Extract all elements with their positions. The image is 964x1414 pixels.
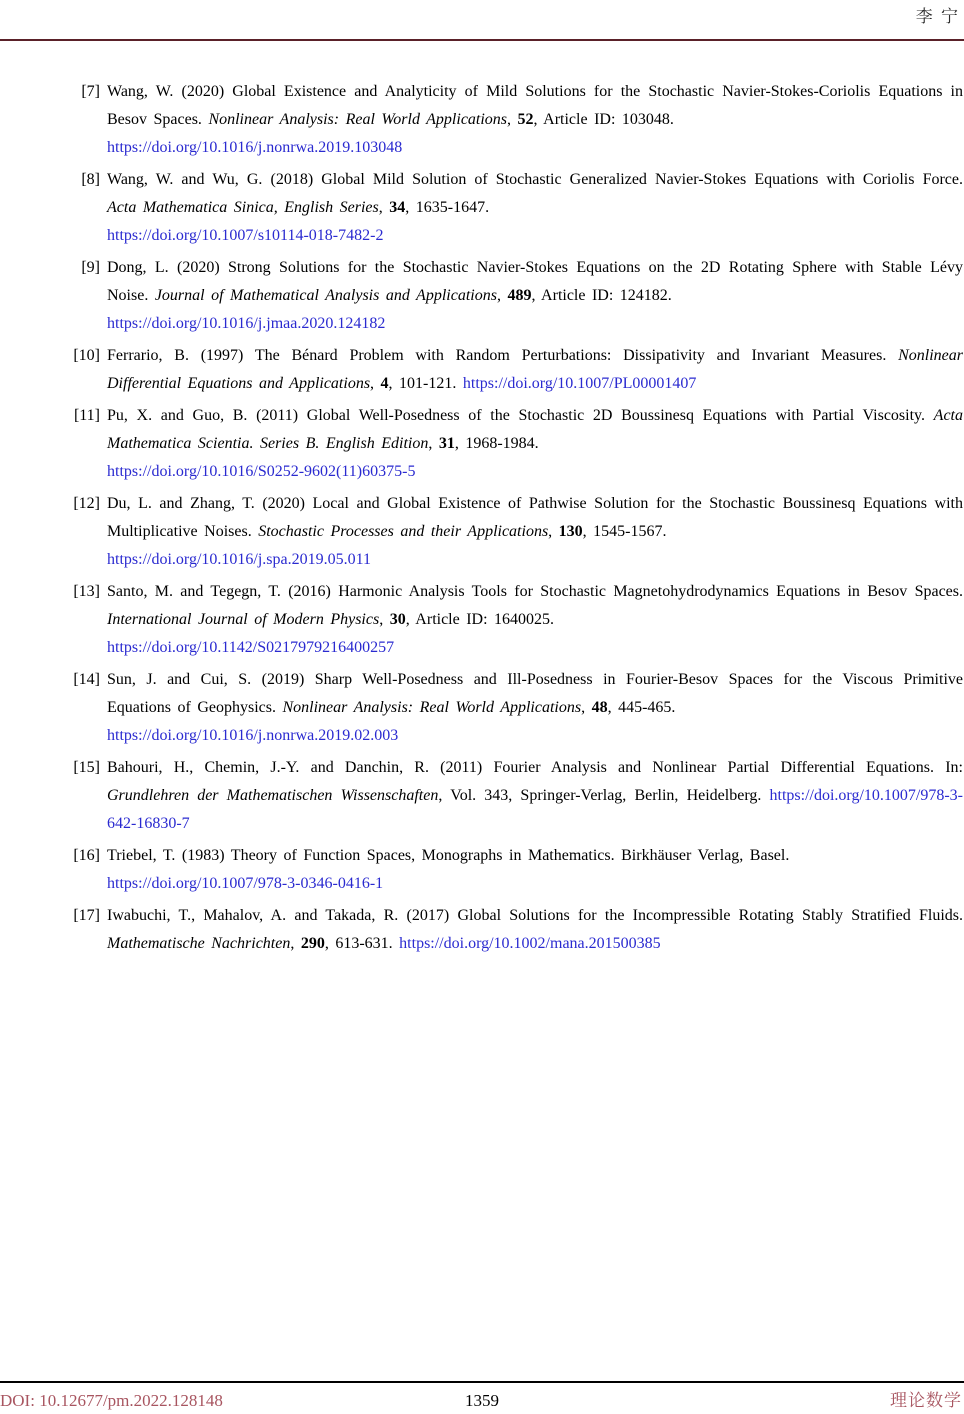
reference-item [0, 490, 963, 574]
reference-item [0, 754, 963, 838]
reference-text [107, 342, 963, 398]
references-list [0, 78, 963, 962]
reference-number: [12] [73, 495, 100, 512]
reference-number: [10] [73, 347, 100, 364]
doi-link[interactable]: https://doi.org/10.1002/mana.201500385 [399, 935, 661, 952]
reference-segment: , 445-465. [607, 699, 676, 716]
doi-link[interactable]: https://doi.org/10.1142/S0217979216400257 [107, 639, 395, 656]
reference-item [0, 902, 963, 958]
volume-number: 34 [389, 199, 406, 216]
reference-segment: Sun, J. and Cui, S. (2019) Sharp Well-Posedness and Ill-Posedness in Fourier-Besov Spaces for the Viscous Primitive Equations of Geophysics. [107, 671, 963, 716]
page-footer [0, 1388, 964, 1414]
reference-item [0, 666, 963, 750]
doi-link[interactable]: https://doi.org/10.1007/s10114-018-7482-2 [107, 227, 384, 244]
reference-segment: Ferrario, B. (1997) The Bénard Problem with Random Perturbations: Dissipativity and Invariant Measures. [107, 347, 899, 364]
volume-number: 489 [507, 287, 532, 304]
reference-item [0, 578, 963, 662]
page-number: 1359 [465, 1391, 499, 1410]
reference-segment: Du, L. and Zhang, T. (2020) Local and Global Existence of Pathwise Solution for the Stochastic Boussinesq Equations with Multiplicative Noises. [107, 495, 963, 540]
doi-link[interactable]: https://doi.org/10.1016/S0252-9602(11)60375-5 [107, 463, 416, 480]
reference-segment: Wang, W. (2020) Global Existence and Analyticity of Mild Solutions for the Stochastic Navier-Stokes-Coriolis Equations in Besov Spaces. [107, 83, 963, 128]
doi-link[interactable]: https://doi.org/10.1016/j.spa.2019.05.011 [107, 551, 372, 568]
footer-doi-link[interactable]: DOI: 10.12677/pm.2022.128148 [0, 1391, 223, 1410]
reference-segment: , Vol. 343, Springer-Verlag, Berlin, Heidelberg. [438, 787, 770, 804]
doi-link[interactable]: https://doi.org/10.1007/PL00001407 [462, 375, 697, 392]
reference-item [0, 402, 963, 486]
reference-segment: , [379, 611, 390, 628]
reference-item [0, 342, 963, 398]
volume-number: 290 [300, 935, 325, 952]
running-head-author: 李 宁 [915, 7, 960, 26]
reference-segment: , [496, 287, 508, 304]
reference-segment: , [290, 935, 301, 952]
doi-link[interactable]: https://doi.org/10.1007/978-3-0346-0416-1 [107, 875, 384, 892]
volume-number: 130 [558, 523, 583, 540]
reference-item [0, 166, 963, 250]
reference-segment: , 613-631. [324, 935, 400, 952]
reference-segment: Triebel, T. (1983) Theory of Function Spaces, Monographs in Mathematics. Birkhäuser Verlag, Basel. [107, 847, 790, 864]
journal-name: Nonlinear Analysis: Real World Applications [282, 699, 582, 716]
reference-segment: , [548, 523, 559, 540]
journal-name: Grundlehren der Mathematischen Wissenschaften [107, 787, 439, 804]
journal-name: Journal of Mathematical Analysis and Applications [154, 287, 497, 304]
reference-segment: , [581, 699, 592, 716]
reference-text [107, 254, 963, 338]
volume-number: 31 [438, 435, 455, 452]
reference-segment: , Article ID: 103048. [533, 111, 674, 128]
reference-item [0, 78, 963, 162]
reference-segment: Santo, M. and Tegegn, T. (2016) Harmonic Analysis Tools for Stochastic Magnetohydrodynamics Equations in Besov Spaces. [107, 583, 963, 600]
journal-name: International Journal of Modern Physics [107, 611, 380, 628]
reference-segment: , 1545-1567. [582, 523, 667, 540]
reference-item [0, 842, 963, 898]
doi-link[interactable]: https://doi.org/10.1016/j.jmaa.2020.124182 [107, 315, 386, 332]
reference-number: [13] [73, 583, 100, 600]
journal-name: Mathematische Nachrichten [107, 935, 291, 952]
header-rule [0, 39, 964, 41]
reference-text [107, 902, 963, 958]
journal-name: Nonlinear Analysis: Real World Applications [208, 111, 508, 128]
reference-text [107, 754, 963, 838]
reference-number: [14] [73, 671, 100, 688]
volume-number: 48 [591, 699, 608, 716]
reference-segment: , 1635-1647. [405, 199, 490, 216]
reference-number: [8] [81, 171, 100, 188]
reference-segment: , Article ID: 124182. [531, 287, 672, 304]
reference-segment: , [507, 111, 518, 128]
journal-name: Acta Mathematica Scientia. Series B. English Edition [107, 407, 963, 452]
reference-item [0, 254, 963, 338]
reference-text [107, 166, 963, 250]
reference-number: [7] [81, 83, 100, 100]
reference-number: [11] [73, 407, 100, 424]
doi-link[interactable]: https://doi.org/10.1007/978-3-642-16830-7 [107, 787, 963, 832]
reference-text [107, 402, 963, 486]
reference-segment: , 1968-1984. [454, 435, 539, 452]
reference-segment: , Article ID: 1640025. [405, 611, 555, 628]
doi-link[interactable]: https://doi.org/10.1016/j.nonrwa.2019.103048 [107, 139, 403, 156]
reference-text [107, 842, 963, 898]
reference-text [107, 490, 963, 574]
reference-number: [15] [73, 759, 100, 776]
reference-segment: Pu, X. and Guo, B. (2011) Global Well-Posedness of the Stochastic 2D Boussinesq Equations with Partial Viscosity. [107, 407, 934, 424]
reference-segment: , 101-121. [388, 375, 463, 392]
reference-segment: Dong, L. (2020) Strong Solutions for the Stochastic Navier-Stokes Equations on the 2D Rotating Sphere with Stable Lévy Noise. [107, 259, 963, 304]
reference-text [107, 78, 963, 162]
reference-segment: Iwabuchi, T., Mahalov, A. and Takada, R. (2017) Global Solutions for the Incompressible Rotating Stably Stratified Fluids. [107, 907, 963, 924]
reference-segment: Bahouri, H., Chemin, J.-Y. and Danchin, R. (2011) Fourier Analysis and Nonlinear Partial Differential Equations. In: [107, 759, 963, 776]
reference-segment: Wang, W. and Wu, G. (2018) Global Mild Solution of Stochastic Generalized Navier-Stokes Equations with Coriolis Force. [107, 171, 963, 188]
journal-name: Acta Mathematica Sinica, English Series [107, 199, 379, 216]
footer-journal-name: 理论数学 [890, 1391, 962, 1410]
volume-number: 52 [517, 111, 534, 128]
reference-segment: , [378, 199, 390, 216]
reference-segment: , [428, 435, 439, 452]
reference-text [107, 666, 963, 750]
reference-number: [16] [73, 847, 100, 864]
reference-number: [9] [81, 259, 100, 276]
volume-number: 30 [389, 611, 406, 628]
reference-number: [17] [73, 907, 100, 924]
reference-segment: , [370, 375, 381, 392]
volume-number: 4 [380, 375, 389, 392]
journal-name: Stochastic Processes and their Applications [258, 523, 549, 540]
reference-text [107, 578, 963, 662]
footer-rule [0, 1381, 964, 1383]
doi-link[interactable]: https://doi.org/10.1016/j.nonrwa.2019.02.003 [107, 727, 399, 744]
journal-name: Nonlinear Differential Equations and Applications [107, 347, 963, 392]
